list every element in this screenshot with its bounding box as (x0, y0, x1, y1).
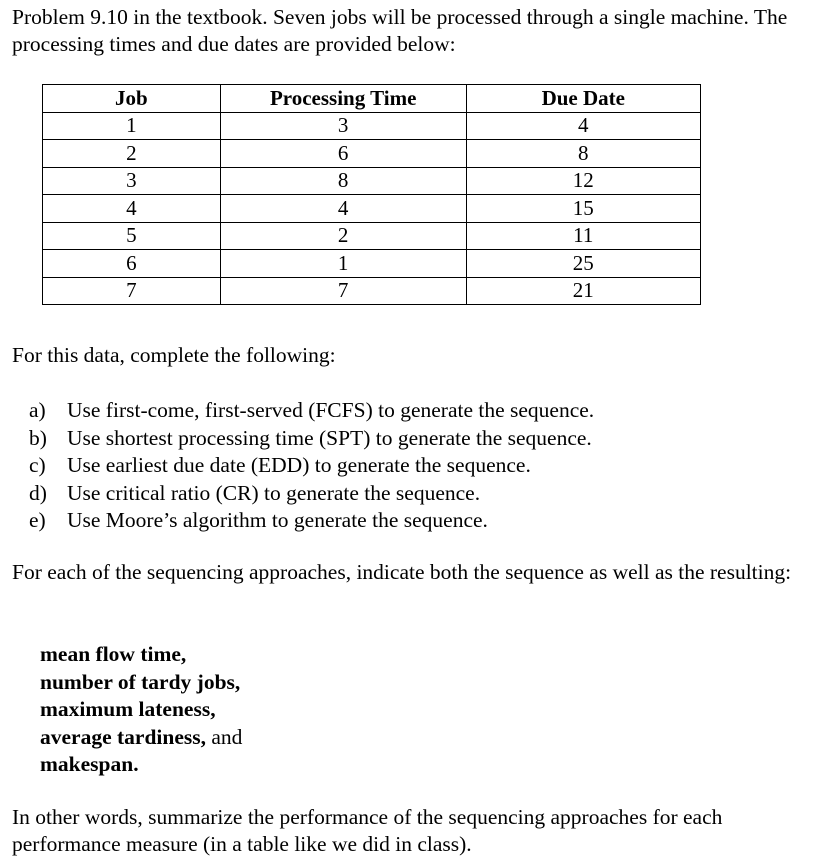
list-item (40, 724, 242, 752)
table-row (43, 112, 701, 140)
measure-name: average tardiness, (40, 724, 206, 749)
task-text: Use first-come, first-served (FCFS) to generate the sequence. (67, 398, 595, 422)
list-item (29, 452, 594, 480)
cell-job: 3 (43, 167, 221, 195)
summary-paragraph: In other words, summarize the performance of the sequencing approaches for each performance measure (in a table like we did in class). (12, 805, 723, 856)
table-row (43, 195, 701, 223)
task-letter: d) (29, 480, 47, 505)
intro-paragraph: Problem 9.10 in the textbook. Seven jobs will be processed through a single machine. The processing times and due dates are provided below: (12, 5, 788, 56)
header-processing-time: Processing Time (220, 85, 466, 113)
task-letter: e) (29, 508, 46, 532)
cell-due-date: 25 (466, 250, 700, 278)
list-item (29, 480, 594, 508)
list-item (40, 751, 242, 779)
table-row (43, 167, 701, 195)
cell-job: 6 (43, 250, 221, 278)
cell-due-date: 21 (466, 277, 700, 305)
cell-job: 5 (43, 222, 221, 250)
cell-job: 4 (43, 195, 221, 223)
cell-processing-time: 4 (220, 195, 466, 223)
cell-processing-time: 1 (220, 250, 466, 278)
header-due-date: Due Date (466, 85, 700, 113)
task-text: Use Moore’s algorithm to generate the sequence. (67, 508, 488, 532)
task-letter: b) (29, 425, 47, 450)
cell-job: 7 (43, 277, 221, 305)
measure-name: number of tardy jobs, (40, 669, 241, 694)
jobs-table (42, 84, 701, 305)
measure-name: mean flow time, (40, 642, 187, 666)
cell-processing-time: 3 (220, 112, 466, 140)
table-row (43, 140, 701, 168)
cell-processing-time: 8 (220, 167, 466, 195)
task-text: Use critical ratio (CR) to generate the sequence. (67, 480, 481, 505)
measure-name: makespan. (40, 752, 139, 776)
list-item (29, 397, 594, 425)
table-row (43, 250, 701, 278)
cell-processing-time: 6 (220, 140, 466, 168)
list-item (40, 696, 242, 724)
list-item (29, 425, 594, 453)
cell-processing-time: 7 (220, 277, 466, 305)
measure-name: maximum lateness, (40, 697, 216, 721)
cell-due-date: 15 (466, 195, 700, 223)
follow-paragraph: For this data, complete the following: (12, 343, 336, 367)
table-row (43, 222, 701, 250)
measures-list (40, 641, 242, 779)
list-item (40, 641, 242, 669)
cell-job: 1 (43, 112, 221, 140)
task-letter: a) (29, 398, 46, 422)
list-item (40, 669, 242, 697)
cell-job: 2 (43, 140, 221, 168)
table-header-row (43, 85, 701, 113)
list-item (29, 507, 594, 535)
each-approach-paragraph: For each of the sequencing approaches, indicate both the sequence as well as the resulting: (12, 560, 792, 584)
header-job: Job (43, 85, 221, 113)
cell-due-date: 8 (466, 140, 700, 168)
cell-due-date: 12 (466, 167, 700, 195)
task-text: Use shortest processing time (SPT) to generate the sequence. (67, 425, 592, 450)
task-text: Use earliest due date (EDD) to generate the sequence. (67, 453, 531, 477)
instructions-section (12, 342, 812, 856)
task-list (29, 397, 594, 535)
cell-due-date: 4 (466, 112, 700, 140)
task-letter: c) (29, 453, 46, 477)
table-row (43, 277, 701, 305)
document-page (12, 4, 812, 856)
cell-processing-time: 2 (220, 222, 466, 250)
measure-suffix: and (206, 724, 243, 749)
cell-due-date: 11 (466, 222, 700, 250)
